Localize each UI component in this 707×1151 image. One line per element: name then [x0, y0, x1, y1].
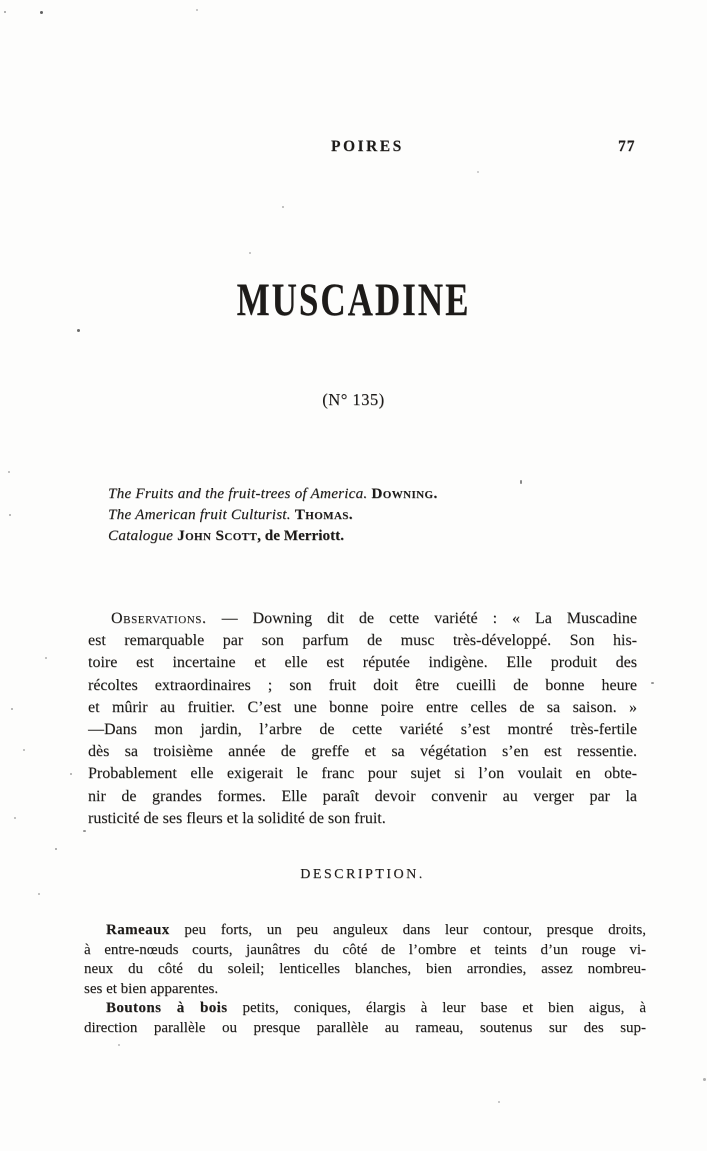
scan-speck [703, 1078, 706, 1081]
reference-suffix: , de Merriott. [257, 527, 345, 544]
paragraph-line: et mûrir au fruitier. C’est une bonne poire entre celles de sa saison. » [88, 698, 637, 716]
scan-speck [38, 893, 40, 895]
paragraph-line [84, 999, 646, 1019]
scan-speck [9, 514, 11, 516]
scan-speck [83, 830, 86, 832]
boutons-lead: Boutons à bois [106, 1000, 228, 1016]
observations-paragraph [88, 608, 637, 830]
paragraph-line-text: peu forts, un peu anguleux dans leur contour, presque droits, [169, 922, 646, 938]
scan-speck [55, 848, 57, 850]
reference-work: Catalogue [108, 527, 178, 544]
observations-lead: Observations. [111, 610, 207, 627]
variety-title [0, 274, 707, 326]
variety-number: (N° 135) [322, 390, 385, 409]
paragraph-line: —Dans mon jardin, l’arbre de cette variété s’est montré très-fertile [88, 721, 637, 739]
scan-speck [118, 1044, 120, 1046]
scan-speck [520, 480, 522, 484]
paragraph-line [84, 921, 646, 941]
reference-line [108, 483, 438, 504]
scan-speck [4, 11, 6, 13]
scan-speck [14, 817, 16, 819]
scan-speck [40, 11, 43, 14]
scan-speck [23, 749, 25, 751]
reference-author: Downing. [371, 485, 438, 502]
scan-speck [477, 171, 479, 173]
paragraph-line-text: — Downing dit de cette variété : « La Muscadine [206, 610, 637, 627]
paragraph-line: direction parallèle ou presque parallèle au rameau, soutenus sur des sup- [84, 1019, 646, 1036]
scan-speck [651, 682, 654, 684]
scan-speck [77, 329, 80, 332]
description-heading: DESCRIPTION. [300, 867, 425, 882]
scan-speck [8, 471, 10, 473]
boutons-paragraph [84, 999, 646, 1038]
paragraph-line: dès sa troisième année de greffe et sa végétation s’en est ressentie. [88, 743, 637, 761]
rameaux-paragraph [84, 921, 646, 999]
reference-author: Thomas. [294, 506, 354, 523]
paragraph-line-text: petits, coniques, élargis à leur base et bien aigus, à [227, 1000, 646, 1016]
scan-speck [70, 773, 72, 775]
scan-speck [196, 9, 198, 11]
references-block [108, 483, 438, 546]
paragraph-line: récoltes extraordinaires ; son fruit doit être cueilli de bonne heure [88, 676, 637, 694]
paragraph-line: toire est incertaine et elle est réputée indigène. Elle produit des [88, 654, 637, 672]
paragraph-line: rusticité de ses fleurs et la solidité de son fruit. [88, 809, 386, 827]
paragraph-line: est remarquable par son parfum de musc très-développé. Son his- [88, 632, 637, 650]
paragraph-line: Probablement elle exigerait le franc pour sujet si l’on voulait en obte- [88, 765, 637, 783]
variety-title-text: MUSCADINE [236, 274, 471, 326]
paragraph-line: nir de grandes formes. Elle paraît devoir convenir au verger par la [88, 787, 637, 805]
scan-speck [45, 657, 47, 659]
scan-speck [498, 1101, 500, 1103]
reference-author: John Scott [177, 527, 258, 544]
scan-speck [282, 206, 284, 208]
rameaux-lead: Rameaux [106, 922, 170, 938]
reference-line [108, 525, 438, 546]
paragraph-line: ses et bien apparentes. [84, 980, 219, 997]
paragraph-line: neux du côté du soleil; lenticelles blanches, bien arrondies, assez nombreu- [84, 961, 646, 978]
reference-work: The Fruits and the fruit-trees of America. [108, 485, 372, 502]
paragraph-line [88, 608, 637, 630]
page-number: 77 [618, 138, 636, 155]
scan-speck [249, 252, 251, 254]
reference-work: The American fruit Culturist. [108, 506, 295, 523]
reference-line [108, 504, 438, 525]
running-title: POIRES [331, 138, 404, 155]
paragraph-line: à entre-nœuds courts, jaunâtres du côté de l’ombre et teints d’un rouge vi- [84, 941, 646, 958]
scan-speck [11, 708, 13, 710]
